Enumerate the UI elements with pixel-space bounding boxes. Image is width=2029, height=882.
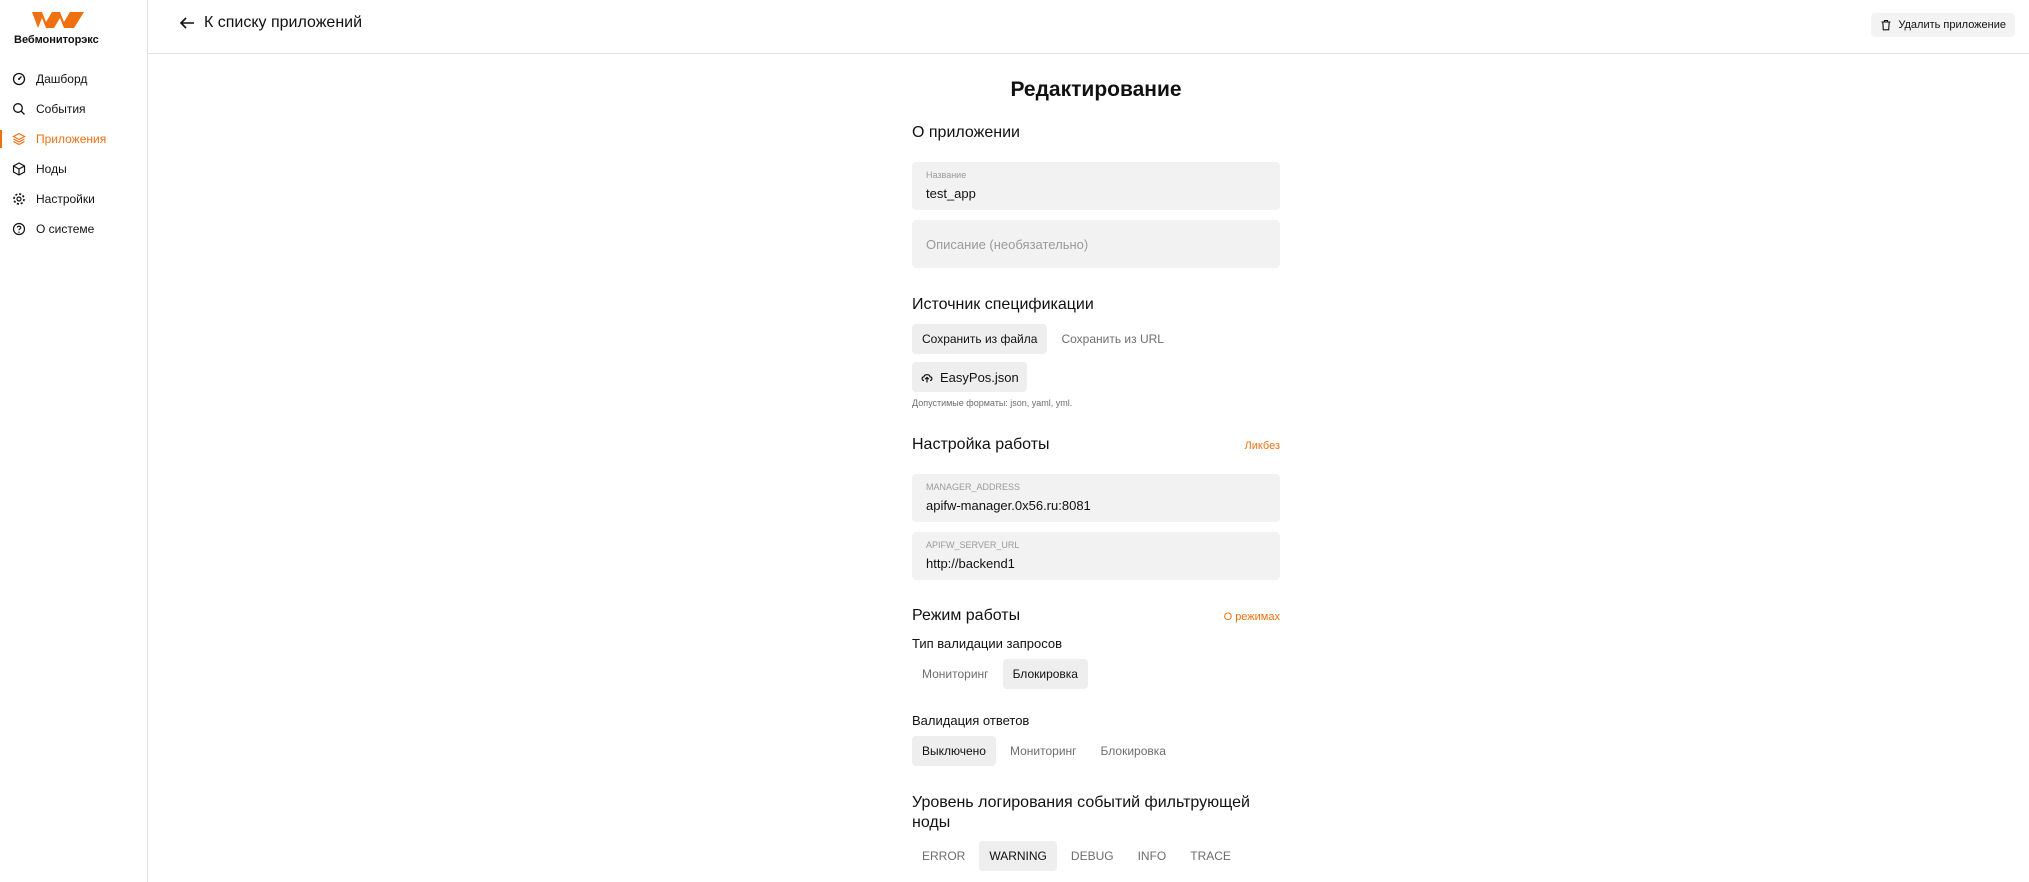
cube-icon [12, 162, 26, 176]
manager-address-value: apifw-manager.0x56.ru:8081 [926, 498, 1091, 513]
gear-icon [12, 192, 26, 206]
delete-app-button[interactable] [1871, 13, 2015, 37]
response-option-off[interactable]: Выключено [912, 736, 996, 766]
app-name-label: Название [926, 170, 967, 180]
trash-icon [1880, 19, 1892, 31]
sidebar-item-label: О системе [36, 222, 95, 236]
manager-address-field[interactable] [912, 474, 1280, 522]
sidebar-item-settings[interactable] [0, 184, 148, 214]
request-validation-options [912, 659, 1088, 689]
sidebar-item-label: Дашборд [36, 72, 88, 86]
section-about-title: О приложении [912, 124, 1020, 141]
file-name: EasyPos.json [940, 369, 1019, 385]
app-name-value: test_app [926, 186, 976, 201]
log-level-trace[interactable]: TRACE [1190, 849, 1231, 863]
sidebar-item-nodes[interactable] [0, 154, 148, 184]
sidebar-item-label: Приложения [36, 132, 107, 146]
top-header [148, 0, 2029, 54]
back-link-label: К списку приложений [204, 14, 363, 31]
sidebar-item-dashboard[interactable] [0, 64, 148, 94]
server-url-field[interactable] [912, 532, 1280, 580]
sidebar [0, 0, 148, 882]
sidebar-item-events[interactable] [0, 94, 148, 124]
spec-source-tabs [912, 324, 1174, 354]
sidebar-item-about[interactable] [0, 214, 148, 244]
tab-save-from-url[interactable]: Сохранить из URL [1061, 332, 1164, 346]
layers-icon [12, 132, 26, 146]
modes-help-link[interactable]: О режимах [1223, 611, 1280, 623]
back-to-apps-link[interactable] [178, 14, 362, 32]
brand-logo-icon [30, 8, 86, 32]
request-validation-label: Тип валидации запросов [912, 636, 1062, 651]
log-level-options [912, 841, 1241, 871]
sidebar-item-label: Настройки [36, 192, 95, 206]
brand-logo[interactable] [12, 8, 136, 50]
server-url-label: APIFW_SERVER_URL [926, 540, 1020, 550]
allowed-formats-hint: Допустимые форматы: json, yaml, yml. [912, 398, 1073, 408]
tab-save-from-file[interactable]: Сохранить из файла [912, 324, 1047, 354]
sidebar-nav [0, 64, 148, 244]
sidebar-item-label: Ноды [36, 162, 67, 176]
app-name-field[interactable] [912, 162, 1280, 210]
log-level-warning[interactable]: WARNING [979, 841, 1057, 871]
manager-address-label: MANAGER_ADDRESS [926, 482, 1021, 492]
log-level-info[interactable]: INFO [1137, 849, 1167, 863]
log-level-debug[interactable]: DEBUG [1070, 849, 1114, 863]
request-option-monitoring[interactable]: Мониторинг [922, 667, 989, 681]
section-mode-title: Режим работы [912, 607, 1021, 624]
response-validation-label: Валидация ответов [912, 713, 1030, 728]
search-icon [12, 102, 26, 116]
response-option-blocking[interactable]: Блокировка [1100, 744, 1166, 758]
server-url-value: http://backend1 [926, 556, 1015, 571]
section-spec-title: Источник спецификации [912, 296, 1094, 313]
section-config-title: Настройка работы [912, 436, 1050, 453]
delete-app-label: Удалить приложение [1898, 19, 2006, 31]
section-logging-title-line2: ноды [912, 814, 951, 831]
arrow-left-icon [178, 14, 196, 32]
sidebar-item-applications[interactable] [0, 124, 148, 154]
response-option-monitoring[interactable]: Мониторинг [1009, 744, 1077, 758]
request-option-blocking[interactable]: Блокировка [1003, 659, 1088, 689]
response-validation-options [912, 736, 1176, 766]
section-logging-title-line1: Уровень логирования событий фильтрующей [912, 794, 1250, 811]
uploaded-file-chip[interactable] [912, 362, 1027, 392]
log-level-error[interactable]: ERROR [922, 849, 966, 863]
dashboard-icon [12, 72, 26, 86]
config-help-link[interactable]: Ликбез [1244, 440, 1280, 452]
brand-name: Вебмониторэкс [14, 34, 99, 46]
app-description-field[interactable] [912, 220, 1280, 268]
sidebar-item-label: События [36, 102, 86, 116]
cloud-upload-icon [920, 370, 934, 384]
help-circle-icon [12, 222, 26, 236]
page-title: Редактирование [1010, 78, 1182, 101]
app-description-placeholder: Описание (необязательно) [926, 237, 1089, 252]
